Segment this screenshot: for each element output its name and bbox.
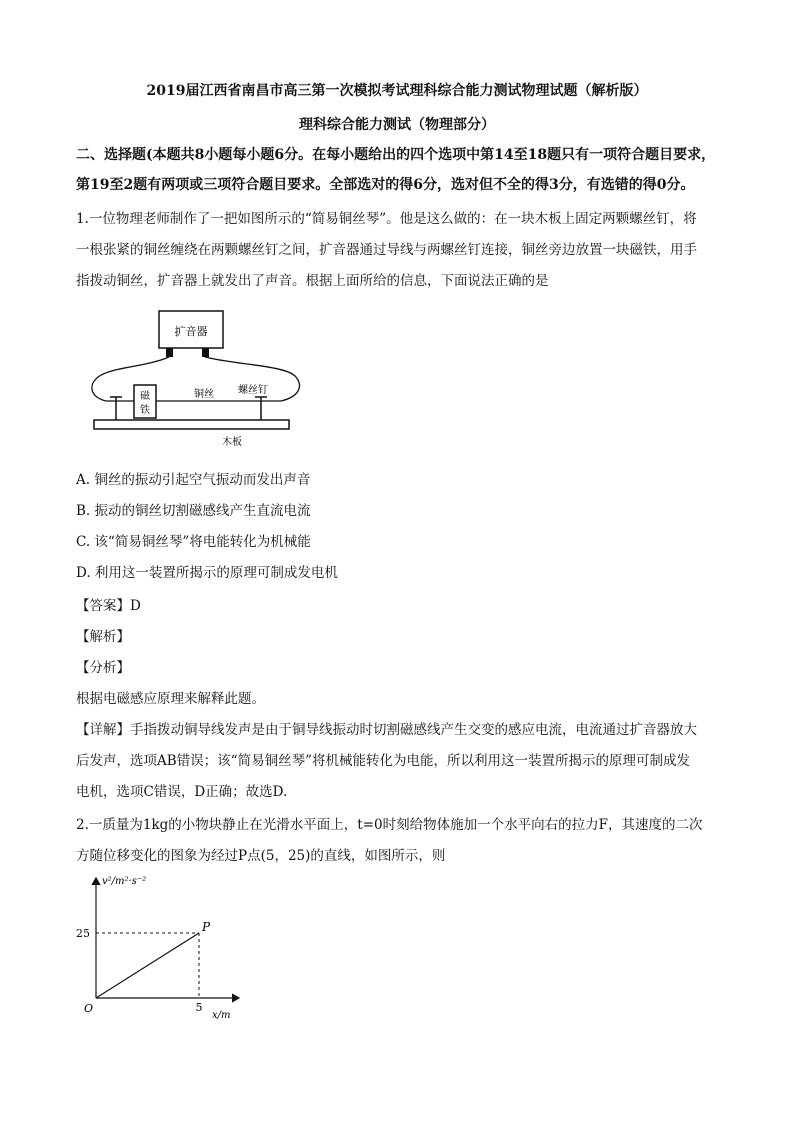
q1-option-b: B. 振动的铜丝切割磁感线产生直流电流 <box>76 503 311 519</box>
board-label: 木板 <box>222 437 242 448</box>
document-subtitle: 理科综合能力测试（物理部分） <box>299 117 495 133</box>
q1-answer: 【答案】D <box>76 598 141 614</box>
screw-label: 螺丝钉 <box>238 385 268 396</box>
terminal-right <box>202 348 209 357</box>
velocity-squared-vs-displacement-graph <box>74 868 254 1023</box>
document-title: 2019届江西省南昌市高三第一次模拟考试理科综合能力测试物理试题（解析版） <box>146 83 648 99</box>
q1-detail-line-1: 【详解】手指拨动铜导线发声是由于铜导线振动时切割磁感线产生交变的感应电流，电流通过扩音器放大 <box>76 722 697 738</box>
y-tick-label: 25 <box>76 927 90 940</box>
q1-option-c: C. 该“简易铜丝琴”将电能转化为机械能 <box>76 534 311 550</box>
q1-detail-line-2: 后发声，选项AB错误；该“简易铜丝琴”将机械能转化为电能，所以利用这一装置所揭示的原理可制成发 <box>76 753 690 769</box>
q2-text-line-1: 2.一质量为1kg的小物块静止在光滑水平面上，t=0时刻给物体施加一个水平向右的拉力F，其速度的二次 <box>76 817 703 833</box>
wood-board <box>94 420 289 429</box>
q1-text-line-2: 一根张紧的铜丝缠绕在两颗螺丝钉之间，扩音器通过导线与两螺丝钉连接，铜丝旁边放置一块磁铁，用手 <box>76 242 697 258</box>
q1-option-a: A. 铜丝的振动引起空气振动而发出声音 <box>76 472 311 488</box>
terminal-left <box>166 348 173 357</box>
q1-detail-line-3: 电机，选项C错误，D正确；故选D. <box>76 784 288 800</box>
lead-wire-left <box>92 357 169 401</box>
amplifier-label: 扩音器 <box>174 325 208 338</box>
q1-analysis-heading: 【解析】 <box>76 629 130 645</box>
x-tick-label: 5 <box>195 1001 203 1014</box>
origin-label: O <box>84 1002 94 1015</box>
section-instructions-line-2: 第19至2题有两项或三项符合题目要求。全部选对的得6分，选对但不全的得3分，有选错的得0分。 <box>76 177 695 193</box>
point-p-label: P <box>202 920 211 934</box>
q1-text-line-1: 1.一位物理老师制作了一把如图所示的“简易铜丝琴”。他是这么做的：在一块木板上固定两颗螺丝钉，将 <box>76 211 697 227</box>
magnet-label-bottom: 铁 <box>140 405 150 416</box>
q1-option-d: D. 利用这一装置所揭示的原理可制成发电机 <box>76 565 338 581</box>
q2-text-line-2: 方随位移变化的图象为经过P点(5，25)的直线，如图所示，则 <box>76 848 446 864</box>
series-line <box>96 933 199 998</box>
copper-wire-harp-figure <box>86 305 306 450</box>
y-axis-label: v²/m²·s⁻² <box>102 876 147 887</box>
x-axis-label: x/m <box>212 1010 231 1021</box>
wire-label: 铜丝 <box>194 389 214 400</box>
q1-fenxi-heading: 【分析】 <box>76 660 130 676</box>
magnet-label-top: 磁 <box>140 391 150 402</box>
q1-fenxi-text: 根据电磁感应原理来解释此题。 <box>76 691 265 707</box>
section-instructions-line-1: 二、选择题(本题共8小题每小题6分。在每小题给出的四个选项中第14至18题只有一项符合题目要求， <box>76 147 716 163</box>
q1-text-line-3: 指拨动铜丝，扩音器上就发出了声音。根据上面所给的信息，下面说法正确的是 <box>76 273 549 289</box>
